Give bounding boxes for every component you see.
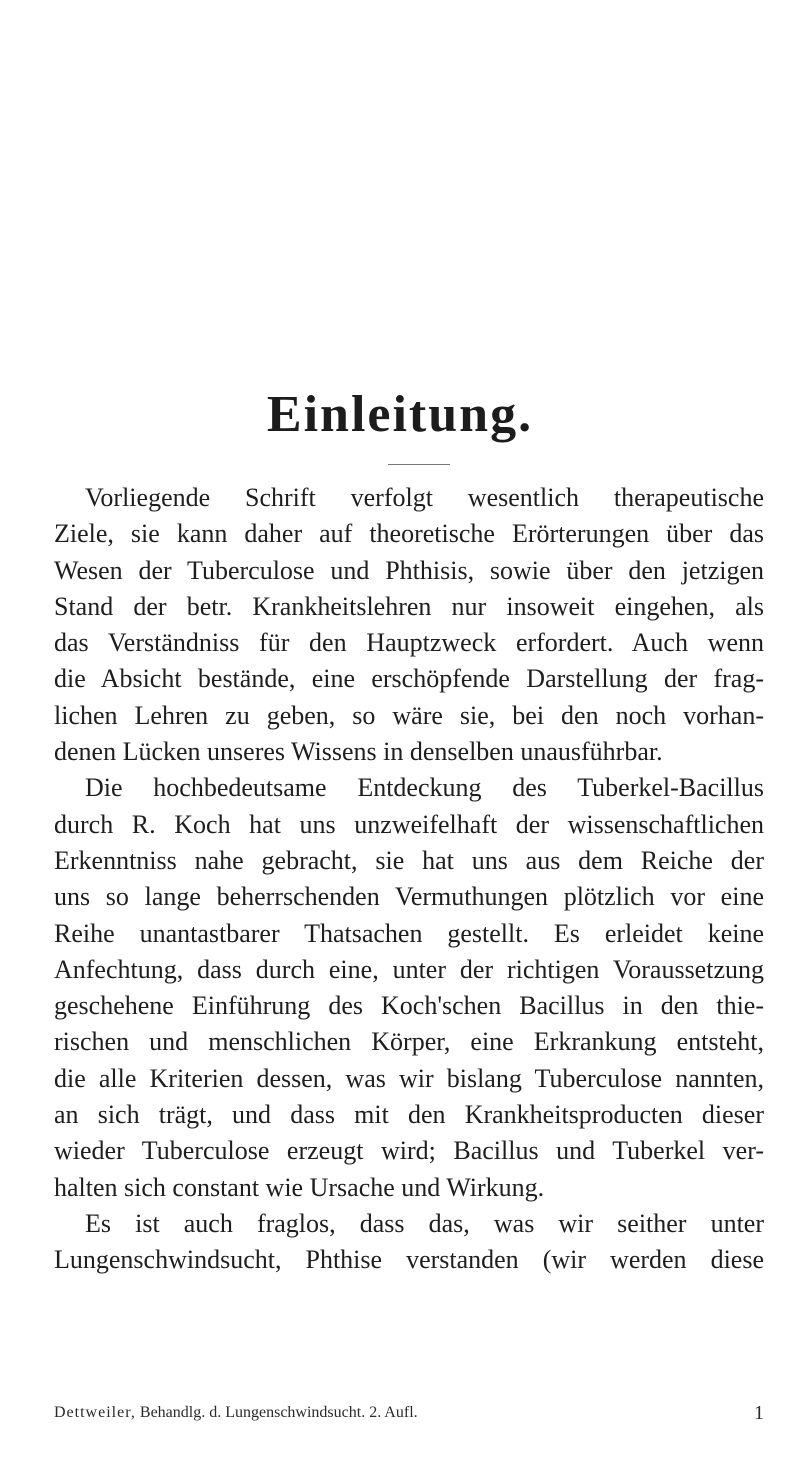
text-line: Erkenntniss nahe gebracht, sie hat uns aus dem Reiche der: [54, 845, 764, 875]
text-line: geschehene Einführung des Koch'schen Bacillus in den thie-: [54, 991, 764, 1021]
chapter-heading: Einleitung.: [266, 386, 534, 443]
text-line: Die hochbedeutsame Entdeckung des Tuberkel-Bacillus: [85, 773, 764, 803]
body-text: [54, 480, 764, 1279]
text-line: Wesen der Tuberculose und Phthisis, sowie über den jetzigen: [54, 555, 764, 585]
text-line: Anfechtung, dass durch eine, unter der richtigen Voraussetzung: [54, 954, 764, 984]
text-line: Stand der betr. Krankheitslehren nur insoweit eingehen, als: [54, 591, 764, 621]
text-line: rischen und menschlichen Körper, eine Erkrankung entsteht,: [54, 1027, 764, 1057]
text-line: Lungenschwindsucht, Phthise verstanden (wir werden diese: [54, 1245, 764, 1275]
text-line: Reihe unantastbarer Thatsachen gestellt. Es erleidet keine: [54, 918, 764, 948]
text-line: uns so lange beherrschenden Vermuthungen plötzlich vor eine: [54, 882, 764, 912]
text-line: wieder Tuberculose erzeugt wird; Bacillus und Tuberkel ver-: [54, 1136, 764, 1166]
text-line: die Absicht bestände, eine erschöpfende Darstellung der frag-: [54, 664, 764, 694]
footer-work-title: Behandlg. d. Lungenschwindsucht. 2. Aufl.: [139, 1404, 418, 1421]
text-line: das Verständniss für den Hauptzweck erfordert. Auch wenn: [54, 628, 764, 658]
text-line: halten sich constant wie Ursache und Wirkung.: [54, 1172, 545, 1202]
text-line: Es ist auch fraglos, dass das, was wir seither unter: [85, 1208, 764, 1238]
footer-author: Dettweiler,: [54, 1404, 136, 1421]
text-line: an sich trägt, und dass mit den Krankheitsproducten dieser: [54, 1100, 764, 1130]
text-line: Vorliegende Schrift verfolgt wesentlich therapeutische: [85, 483, 764, 512]
text-line: denen Lücken unseres Wissens in denselben unausführbar.: [54, 737, 663, 767]
text-line: Ziele, sie kann daher auf theoretische Erörterungen über das: [54, 519, 764, 549]
text-line: die alle Kriterien dessen, was wir bislang Tuberculose nannten,: [54, 1063, 764, 1093]
heading-rule: [388, 464, 450, 465]
text-line: lichen Lehren zu geben, so wäre sie, bei den noch vorhan-: [54, 700, 764, 730]
signature-mark: 1: [754, 1402, 764, 1424]
page-footer: [54, 1398, 764, 1428]
text-line: durch R. Koch hat uns unzweifelhaft der wissenschaftlichen: [54, 809, 764, 839]
footer-signature-line: [54, 1398, 418, 1428]
